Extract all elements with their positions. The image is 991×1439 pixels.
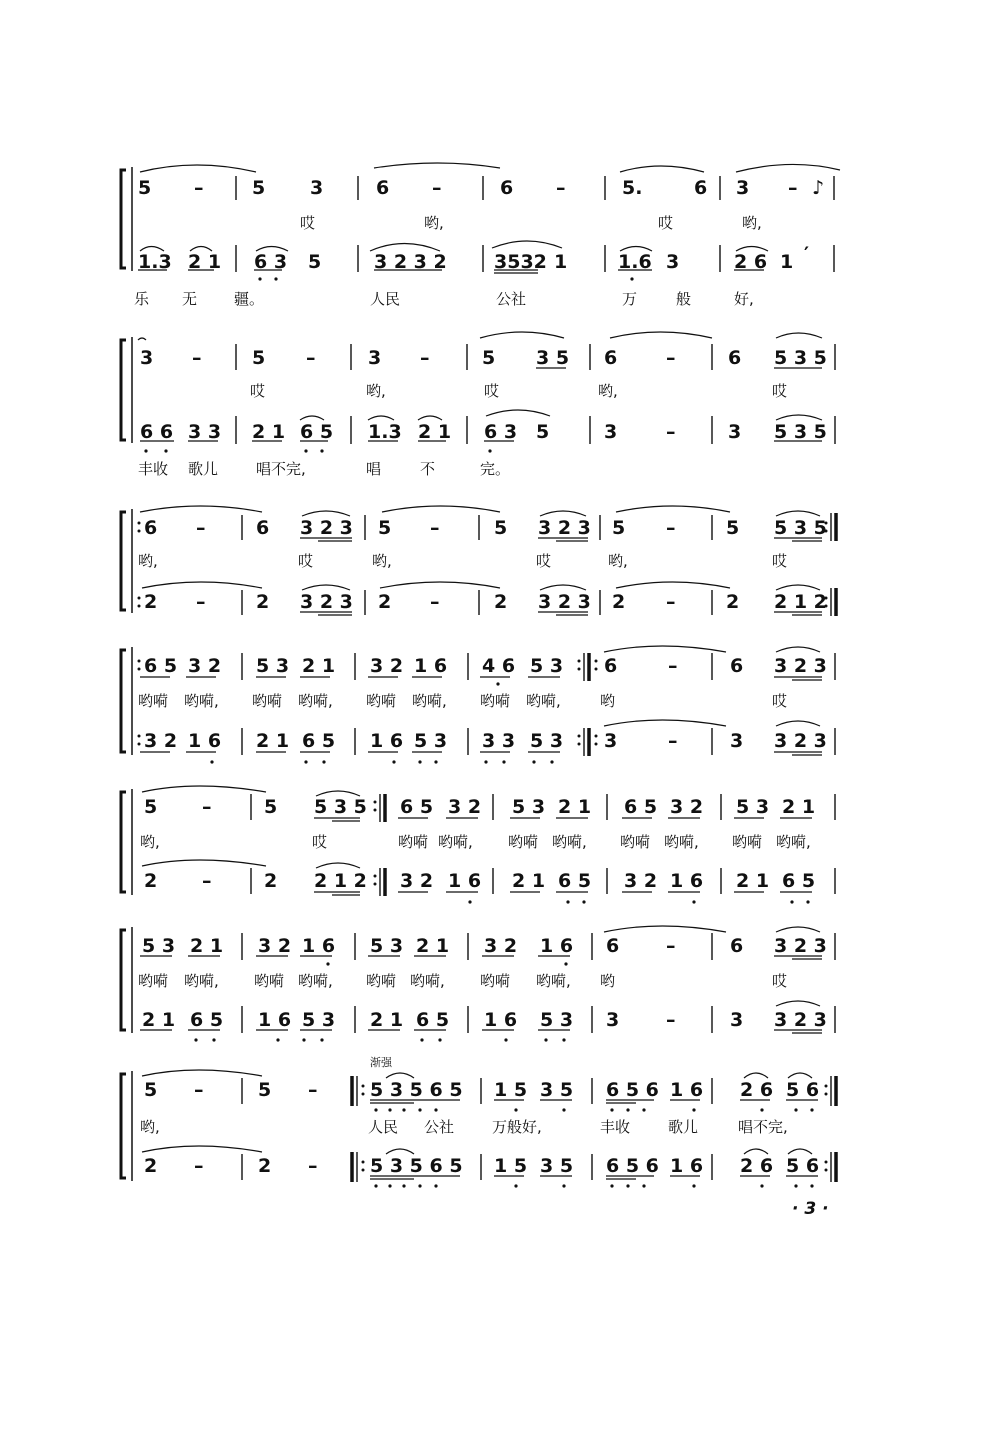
note: – [306,347,316,369]
note: – [666,421,676,443]
note: 5 [138,177,152,199]
lyric: 哎 [300,214,316,232]
note: – [668,730,678,752]
note: 5 [252,347,266,369]
note: 1 6 [540,935,574,957]
note: 6 5 6 [606,1155,659,1177]
note: – [196,591,206,613]
note: 3 3 [188,421,222,443]
lyric: 唱不完, [256,460,306,478]
note: 2 [144,1155,158,1177]
note: – [194,1155,204,1177]
note: 2 1 [418,421,452,443]
lyric: 哟嗬, [410,972,445,990]
note: 1 6 [188,730,222,752]
note: – [420,347,430,369]
lyric: 哟, [138,552,158,570]
lyric: 哟嗬, [536,972,571,990]
note: 6 5 [624,796,658,818]
lyric: 哟嗬 [480,692,511,710]
system-1 [121,163,840,308]
note: 3 2 [370,655,404,677]
note: 5 [308,251,322,273]
note: 3 2 3 [300,591,353,613]
note: 6 5 [302,730,336,752]
note: 2 [258,1155,272,1177]
lyric: 哟嗬, [298,972,333,990]
note: 5 3 5 6 5 [370,1079,463,1101]
note: 3 2 [258,935,292,957]
lyric: 哟嗬 [480,972,511,990]
lyric: 哟嗬 [254,972,285,990]
note: 2 [144,591,158,613]
note: 5 [264,796,278,818]
lyric: 丰收 [600,1118,631,1136]
lyric: 哟 [600,972,616,990]
note: 3 2 [400,870,434,892]
lyric: 哟嗬 [138,692,169,710]
note: 5 [494,517,508,539]
note: 5 [612,517,626,539]
note: 3 2 3 [538,517,591,539]
note: 6 5 [558,870,592,892]
note: 3 [666,251,680,273]
note: 6 [256,517,270,539]
note: – [430,591,440,613]
note: 3 [368,347,382,369]
note: 5 [144,1079,158,1101]
lyric: 歌儿 [668,1118,699,1136]
lyric: 哟嗬 [138,972,169,990]
note: 1 6 [670,1079,704,1101]
note: 5 [378,517,392,539]
note: 2 [378,591,392,613]
lyric: 哟, [140,1118,160,1136]
note: 3 [606,1009,620,1031]
note: 6 3 [484,421,518,443]
note: 2 [256,591,270,613]
note: 5 3 5 6 5 [370,1155,463,1177]
note: 6 [606,935,620,957]
note: 6 [376,177,390,199]
note: 3 [604,421,618,443]
note: 3 2 3 [774,935,827,957]
lyric: 唱不完, [738,1118,788,1136]
note: 2 1 [782,796,816,818]
note: 1 6 [670,870,704,892]
note: 5 3 5 [314,796,367,818]
note: 5 [482,347,496,369]
note: 1 6 [448,870,482,892]
note: 6 5 [416,1009,450,1031]
lyric: 哎 [536,552,552,570]
lyric: 疆。 [234,290,265,308]
note: 5 3 [736,796,770,818]
note: 5 3 5 [774,347,827,369]
note: 2 1 [302,655,336,677]
lyric: 完。 [480,460,511,478]
lyric: 歌儿 [188,460,219,478]
system-6 [121,926,835,1042]
lyric: 哟嗬, [438,833,473,851]
lyric: 哟嗬, [526,692,561,710]
lyric: 哟嗬, [184,692,219,710]
note: 5 [144,796,158,818]
lyric: 丰收 [138,460,169,478]
note: 5 3 [530,730,564,752]
note: – [556,177,566,199]
note: 2 1 [256,730,290,752]
note: – [666,347,676,369]
note: 3 5 [536,347,570,369]
note: 5 [536,421,550,443]
note: 3 [310,177,324,199]
lyric: 哟嗬, [664,833,699,851]
lyric: 哟嗬 [252,692,283,710]
note: 5 3 [540,1009,574,1031]
note: – [194,1079,204,1101]
note: 2 1 [190,935,224,957]
note: 2 1 2 [774,591,827,613]
note: 6 5 [400,796,434,818]
note: 5 [726,517,740,539]
note: 3 2 [448,796,482,818]
lyric: 哟, [366,382,386,400]
note: 5 3 5 [774,517,827,539]
note: 5 [252,177,266,199]
system-5 [121,786,835,904]
note: – [308,1155,318,1177]
note: 5 6 [786,1079,820,1101]
note: 2 [494,591,508,613]
lyric: 哎 [298,552,314,570]
note: 3 3 [482,730,516,752]
note: 3 5 [540,1079,574,1101]
note: 5 6 [786,1155,820,1177]
note: 5 3 [414,730,448,752]
note: 5 3 [530,655,564,677]
note: 4 6 [482,655,516,677]
note: 3 2 [670,796,704,818]
note: 2 1 [142,1009,176,1031]
system-4 [121,646,835,764]
note: 2 1 [558,796,592,818]
note: 1 5 [494,1079,528,1101]
note: – [202,870,212,892]
note: – [432,177,442,199]
lyric: 哟嗬 [366,972,397,990]
note: – [788,177,798,199]
note: 2 [726,591,740,613]
note: 3 2 3 [774,1009,827,1031]
lyric: 好, [734,290,754,308]
note: 1 6 [302,935,336,957]
note: 5 3 [256,655,290,677]
note: 1 6 [370,730,404,752]
note: 3 [604,730,618,752]
dynamic-mark: 渐强 [370,1056,392,1069]
lyric: 唱 [366,460,382,478]
lyric: 哟嗬 [398,833,429,851]
lyric: 般 [676,290,692,308]
note: – [666,935,676,957]
system-2 [121,332,835,478]
lyric: 哟嗬 [508,833,539,851]
note: 2 1 [252,421,286,443]
note: – [666,517,676,539]
note: 2 6 [734,251,768,273]
lyric: 哟嗬, [184,972,219,990]
lyric: 哟, [424,214,444,232]
note: 5 3 5 [774,421,827,443]
note: 6 [694,177,708,199]
note: – [194,177,204,199]
note: 2 [144,870,158,892]
note: 3532 [494,251,547,273]
lyric: 哟, [608,552,628,570]
lyric: 哎 [772,552,788,570]
note: 5 3 [370,935,404,957]
lyric: 哎 [772,382,788,400]
note: 6 [730,935,744,957]
note: – [196,517,206,539]
note: 6 5 6 [606,1079,659,1101]
note: 1 6 [670,1155,704,1177]
lyric: 哎 [250,382,266,400]
note: 6 3 [254,251,288,273]
note: 3 [728,421,742,443]
note: 1 5 [494,1155,528,1177]
note: – [192,347,202,369]
page-number: · 3 · [792,1199,829,1219]
note: 1 [554,251,568,273]
lyric: 哎 [772,692,788,710]
note: 3 2 3 2 [374,251,447,273]
note: 6 [144,517,158,539]
note: 6 [500,177,514,199]
note: 3 2 3 [300,517,353,539]
note: 1.6 [618,251,652,273]
note: 3 5 [540,1155,574,1177]
note: – [430,517,440,539]
lyric: 哎 [484,382,500,400]
note: 3 2 3 [774,655,827,677]
lyric: 哟, [372,552,392,570]
note: 2 1 2 [314,870,367,892]
note: 1.3 [368,421,402,443]
system-3 [121,506,836,616]
note: 1.3 [138,251,172,273]
note: – [668,655,678,677]
lyric: 哎 [312,833,328,851]
note: 6 5 [782,870,816,892]
note: 6 [604,347,618,369]
note: 2 1 [416,935,450,957]
note: 3 [736,177,750,199]
note: ♪ [812,177,825,199]
lyric: 哟, [742,214,762,232]
lyric: 哟嗬 [732,833,763,851]
note: 2 1 [736,870,770,892]
note: 5 [258,1079,272,1101]
lyric: 哟嗬 [366,692,397,710]
note: 3 2 [624,870,658,892]
lyric: 哟, [598,382,618,400]
lyric: 哟嗬, [412,692,447,710]
note: 6 5 [144,655,178,677]
note: 1 [780,251,794,273]
note: 5 3 [302,1009,336,1031]
lyric: 乐 [134,290,150,308]
note: 6 [730,655,744,677]
note: 3 2 [484,935,518,957]
note: 3 [730,730,744,752]
note: 5 3 [512,796,546,818]
lyric: 哟嗬, [776,833,811,851]
lyric: 哟嗬 [620,833,651,851]
note: 6 5 [300,421,334,443]
note: ′ [804,243,810,265]
note: 3 2 3 [538,591,591,613]
lyric: 公社 [496,290,527,308]
lyric: 哟 [600,692,616,710]
lyric: 人民 [368,1118,399,1136]
lyric: 哟, [140,833,160,851]
lyric: 哎 [772,972,788,990]
lyric: 无 [182,290,198,308]
note: – [666,591,676,613]
note: 2 1 [188,251,222,273]
lyric: 哟嗬, [298,692,333,710]
lyric: 不 [420,460,436,478]
lyric: 哎 [658,214,674,232]
note: 3 [730,1009,744,1031]
lyric: 万般好, [492,1118,542,1136]
system-7 [121,1056,836,1188]
note: 5. [622,177,643,199]
note: 3 2 [188,655,222,677]
note: – [666,1009,676,1031]
note: 2 [612,591,626,613]
note: 1 6 [258,1009,292,1031]
note: – [202,796,212,818]
note: 6 5 [190,1009,224,1031]
note: 2 6 [740,1155,774,1177]
note: 6 [728,347,742,369]
note: 3 2 3 [774,730,827,752]
note: 6 6 [140,421,174,443]
lyric: 人民 [370,290,401,308]
note: 2 1 [512,870,546,892]
lyric: 公社 [424,1118,455,1136]
note: 2 6 [740,1079,774,1101]
note: 2 [264,870,278,892]
note: 5 3 [142,935,176,957]
note: 3 [140,347,154,369]
note: 3 2 [144,730,178,752]
lyric: 万 [622,290,638,308]
note: 2 1 [370,1009,404,1031]
note: – [308,1079,318,1101]
lyric: 哟嗬, [552,833,587,851]
note: 1 6 [484,1009,518,1031]
note: 6 [604,655,618,677]
note: 1 6 [414,655,448,677]
